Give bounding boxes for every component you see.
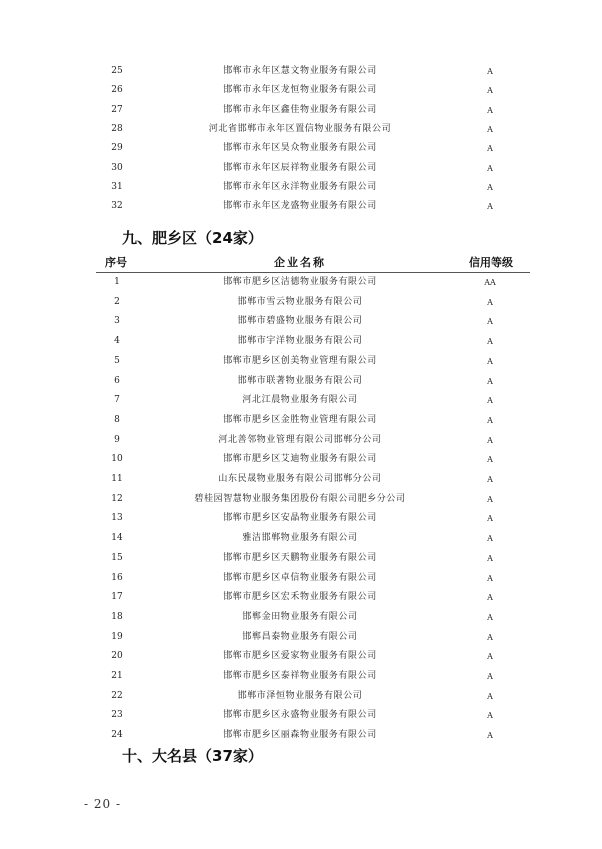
table-row — [0, 687, 602, 706]
serial-number: 8 — [114, 414, 120, 425]
company-name: 邯郸昌泰物业服务有限公司 — [242, 631, 358, 642]
serial-number: 11 — [111, 474, 123, 484]
company-name: 邯郸市联著物业服务有限公司 — [237, 375, 363, 386]
company-name: 邯郸市肥乡区洁德物业服务有限公司 — [223, 277, 377, 287]
table-row — [0, 159, 602, 178]
company-name: 邯郸市泽恒物业服务有限公司 — [237, 690, 363, 701]
serial-number: 6 — [114, 375, 120, 386]
page-number: - 20 - — [84, 797, 122, 811]
section-title-daming: 十、大名县（37家） — [122, 747, 263, 765]
company-name: 邯郸市雪云物业服务有限公司 — [237, 296, 363, 307]
serial-number: 29 — [111, 143, 123, 154]
table-row — [0, 139, 602, 158]
serial-number: 31 — [111, 181, 123, 192]
table-row — [0, 332, 602, 351]
serial-number: 3 — [114, 316, 120, 327]
serial-number: 23 — [111, 710, 123, 721]
credit-rating: A — [487, 494, 493, 504]
company-name: 邯郸市肥乡区创美物业管理有限公司 — [223, 355, 377, 366]
table-row — [0, 411, 602, 430]
company-name: 邯郸市肥乡区泰祥物业服务有限公司 — [223, 671, 377, 681]
table-row — [0, 549, 602, 568]
credit-rating: A — [487, 163, 493, 173]
table-row — [0, 81, 602, 100]
serial-number: 22 — [111, 690, 123, 701]
credit-rating: A — [487, 612, 493, 622]
header-serial-number: 序号 — [105, 256, 127, 269]
company-name: 邯郸市永年区永洋物业服务有限公司 — [223, 181, 377, 192]
serial-number: 28 — [111, 123, 123, 134]
section-title-feixiang: 九、肥乡区（24家） — [122, 229, 263, 247]
serial-number: 32 — [111, 201, 123, 212]
serial-number: 7 — [114, 395, 120, 406]
company-name: 邯郸市永年区龙盛物业服务有限公司 — [223, 201, 377, 212]
company-name: 邯郸金田物业服务有限公司 — [242, 611, 358, 622]
company-name: 邯郸市永年区辰祥物业服务有限公司 — [223, 162, 377, 173]
table-header — [0, 254, 602, 272]
table-row — [0, 588, 602, 607]
serial-number: 15 — [111, 552, 123, 563]
table-row — [0, 569, 602, 588]
credit-rating: A — [487, 376, 493, 386]
credit-rating: A — [487, 86, 493, 96]
credit-rating: A — [487, 593, 493, 603]
table-row — [0, 529, 602, 548]
table-row — [0, 273, 602, 292]
credit-rating: A — [487, 124, 493, 134]
credit-rating: A — [487, 455, 493, 465]
company-name: 河北善邻物业管理有限公司邯郸分公司 — [218, 434, 382, 445]
table-row — [0, 178, 602, 197]
company-name: 邯郸市肥乡区安晶物业服务有限公司 — [223, 513, 377, 524]
company-name: 河北江晨物业服务有限公司 — [242, 395, 358, 406]
credit-rating: A — [487, 67, 493, 76]
serial-number: 19 — [111, 631, 123, 642]
table-row — [0, 391, 602, 410]
serial-number: 30 — [111, 162, 123, 173]
credit-rating: A — [487, 356, 493, 366]
serial-number: 21 — [111, 671, 123, 681]
table-row — [0, 120, 602, 139]
table-row — [0, 312, 602, 331]
table-row — [0, 509, 602, 528]
credit-rating: A — [487, 415, 493, 425]
credit-rating: A — [487, 435, 493, 445]
company-name: 邯郸市永年区鑫佳物业服务有限公司 — [223, 104, 377, 115]
table-row — [0, 431, 602, 450]
company-name: 邯郸市肥乡区宏禾物业服务有限公司 — [223, 592, 377, 603]
company-name: 邯郸市永年区昊众物业服务有限公司 — [223, 143, 377, 154]
table-row — [0, 372, 602, 391]
credit-rating: A — [487, 144, 493, 154]
company-name: 邯郸市肥乡区艾迪物业服务有限公司 — [223, 454, 377, 465]
serial-number: 10 — [111, 454, 123, 465]
company-name: 邯郸市宇洋物业服务有限公司 — [237, 336, 363, 347]
company-name: 邯郸市永年区龙恒物业服务有限公司 — [223, 85, 377, 96]
credit-rating: A — [487, 105, 493, 115]
credit-rating: A — [487, 691, 493, 701]
serial-number: 9 — [114, 434, 120, 445]
table-row — [0, 352, 602, 371]
credit-rating: A — [487, 337, 493, 347]
credit-rating: A — [487, 652, 493, 662]
header-credit-rating: 信用等级 — [469, 256, 513, 269]
table-row — [0, 647, 602, 666]
serial-number: 13 — [111, 513, 123, 524]
table-row — [0, 608, 602, 627]
table-row — [0, 197, 602, 216]
serial-number: 24 — [111, 730, 123, 741]
table-row — [0, 667, 602, 686]
serial-number: 20 — [111, 651, 123, 662]
company-name: 邯郸市肥乡区永盛物业服务有限公司 — [223, 710, 377, 721]
company-name: 邯郸市肥乡区卓信物业服务有限公司 — [223, 572, 377, 583]
table-row — [0, 62, 602, 81]
credit-rating: AA — [484, 278, 496, 287]
credit-rating: A — [487, 534, 493, 544]
serial-number: 12 — [111, 493, 123, 504]
company-name: 碧桂园智慧物业服务集团股份有限公司肥乡分公司 — [194, 493, 406, 504]
company-name: 河北省邯郸市永年区置信物业服务有限公司 — [208, 123, 392, 134]
company-name: 邯郸市碧盛物业服务有限公司 — [237, 316, 363, 327]
serial-number: 2 — [114, 296, 120, 307]
company-name: 邯郸市肥乡区金胜物业管理有限公司 — [223, 414, 377, 425]
header-company-name: 企业名称 — [274, 256, 326, 269]
credit-rating: A — [487, 514, 493, 524]
company-name: 邯郸市肥乡区天鹏物业服务有限公司 — [223, 552, 377, 563]
serial-number: 4 — [114, 336, 120, 347]
table-row — [0, 293, 602, 312]
credit-rating: A — [487, 731, 493, 741]
company-name: 邯郸市肥乡区爱家物业服务有限公司 — [223, 651, 377, 662]
credit-rating: A — [487, 396, 493, 406]
serial-number: 5 — [114, 355, 120, 366]
credit-rating: A — [487, 202, 493, 212]
serial-number: 16 — [111, 572, 123, 583]
company-name: 邯郸市永年区慧文物业服务有限公司 — [223, 66, 377, 76]
table-row — [0, 470, 602, 489]
table-row — [0, 706, 602, 725]
credit-rating: A — [487, 317, 493, 327]
serial-number: 17 — [111, 592, 123, 603]
serial-number: 27 — [111, 104, 123, 115]
credit-rating: A — [487, 475, 493, 484]
serial-number: 25 — [111, 66, 123, 76]
table-row — [0, 628, 602, 647]
company-name: 山东民晟物业服务有限公司邯郸分公司 — [218, 474, 382, 484]
table-row — [0, 450, 602, 469]
credit-rating: A — [487, 711, 493, 721]
table-row — [0, 726, 602, 745]
credit-rating: A — [487, 573, 493, 583]
credit-rating: A — [487, 182, 493, 192]
serial-number: 26 — [111, 85, 123, 96]
table-row — [0, 490, 602, 509]
credit-rating: A — [487, 297, 493, 307]
company-name: 邯郸市肥乡区丽森物业服务有限公司 — [223, 730, 377, 741]
credit-rating: A — [487, 632, 493, 642]
table-row — [0, 101, 602, 120]
company-name: 雅洁邯郸物业服务有限公司 — [242, 533, 358, 544]
serial-number: 18 — [111, 611, 123, 622]
serial-number: 14 — [111, 533, 123, 544]
credit-rating: A — [487, 553, 493, 563]
serial-number: 1 — [114, 277, 120, 287]
credit-rating: A — [487, 672, 493, 681]
